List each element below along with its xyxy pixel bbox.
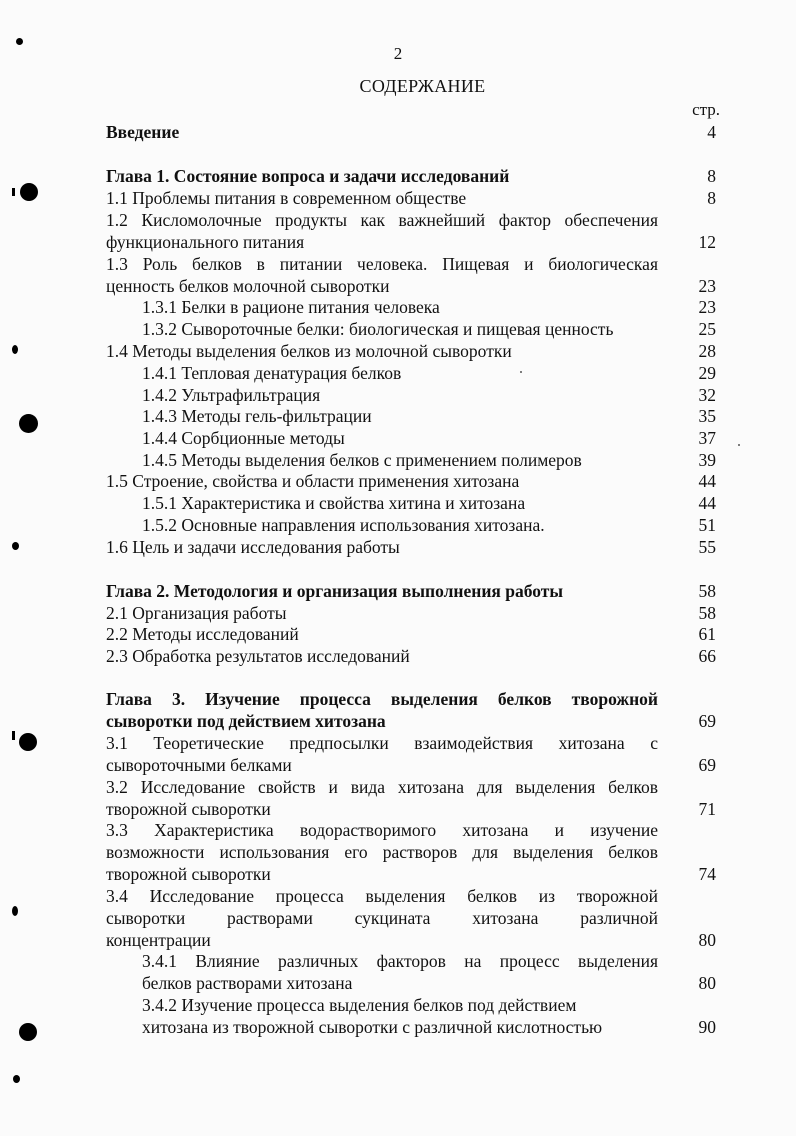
toc-entry-line: 1.4.1 Тепловая денатурация белков (142, 363, 402, 383)
toc-page-number: 66 (698, 646, 716, 666)
toc-entry-line: 1.5 Строение, свойства и области применения хитозана (106, 471, 520, 491)
toc-entry-line: белков растворами хитозана (142, 973, 353, 993)
toc-entry (106, 732, 658, 776)
toc-entry (142, 950, 658, 994)
toc-page-number: 29 (698, 363, 716, 383)
page-title: СОДЕРЖАНИЕ (359, 76, 486, 96)
toc-entry (106, 121, 658, 143)
toc-entry-line: 1.4.4 Сорбционные методы (142, 428, 345, 448)
toc-entry-line: 3.4.1 Влияние различных факторов на процесс выделения (142, 951, 658, 971)
toc-entry (106, 580, 658, 602)
toc-entry-line: 1.2 Кисломолочные продукты как важнейший фактор обеспечения (106, 210, 658, 230)
toc-entry-line: 1.5.2 Основные направления использования хитозана. (142, 515, 545, 535)
toc-entry (142, 405, 658, 427)
toc-page-number: 44 (698, 471, 716, 491)
toc-page-number: 58 (698, 581, 716, 601)
toc-page-number: 12 (698, 232, 716, 252)
toc-page-number: 8 (707, 188, 716, 208)
toc-entry-line: 2.1 Организация работы (106, 603, 287, 623)
toc-entry (106, 536, 658, 558)
toc-entry-line: сывороточными белками (106, 755, 292, 775)
toc-entry (106, 688, 658, 732)
toc-entry-line: 1.3 Роль белков в питании человека. Пищевая и биологическая (106, 254, 658, 274)
toc-page-number: 61 (698, 624, 716, 644)
toc-page-number: 37 (698, 428, 716, 448)
toc-entry-line: 2.2 Методы исследований (106, 624, 299, 644)
toc-entry-line: 3.4 Исследование процесса выделения белков из творожной (106, 886, 658, 906)
toc-entry-line: Глава 1. Состояние вопроса и задачи исследований (106, 166, 510, 186)
toc-entry (106, 645, 658, 667)
toc-entry-line: 1.4.5 Методы выделения белков с применением полимеров (142, 450, 582, 470)
toc-page-number: 8 (707, 166, 716, 186)
toc-entry-line: 1.4 Методы выделения белков из молочной сыворотки (106, 341, 512, 361)
toc-entry-line: 1.6 Цель и задачи исследования работы (106, 537, 400, 557)
toc-entry-line: 3.3 Характеристика водорастворимого хитозана и изучение (106, 820, 658, 840)
toc-page-number: 39 (698, 450, 716, 470)
toc-entry-line: 1.3.1 Белки в рационе питания человека (142, 297, 440, 317)
toc-entry-line: 1.1 Проблемы питания в современном обществе (106, 188, 467, 208)
toc-entry-line: творожной сыворотки (106, 864, 271, 884)
toc-entry-line: сыворотки растворами сукцината хитозана различной (106, 908, 658, 928)
toc-entry-line: 3.2 Исследование свойств и вида хитозана для выделения белков (106, 777, 658, 797)
toc-entry-line: Глава 3. Изучение процесса выделения белков творожной (106, 689, 658, 709)
toc-page-number: 32 (698, 385, 716, 405)
toc-entry-line: концентрации (106, 930, 211, 950)
toc-entry (106, 819, 658, 885)
toc-entry (142, 296, 658, 318)
toc-entry-line: функционального питания (106, 232, 305, 252)
toc-entry (106, 209, 658, 253)
toc-entry-line: 1.5.1 Характеристика и свойства хитина и хитозана (142, 493, 526, 513)
toc-page-number: 71 (698, 799, 716, 819)
toc-entry (106, 776, 658, 820)
toc-entry (142, 449, 658, 471)
toc-page-number: 25 (698, 319, 716, 339)
toc-page-number: 23 (698, 297, 716, 317)
toc-entry-line: 1.4.3 Методы гель-фильтрации (142, 406, 372, 426)
toc-entry-line: возможности использования его растворов для выделения белков (106, 842, 658, 862)
toc-page-number: 4 (707, 122, 716, 142)
toc-page-number: 80 (698, 973, 716, 993)
toc-page-number: 55 (698, 537, 716, 557)
toc-entry-line: Глава 2. Методология и организация выполнения работы (106, 581, 564, 601)
toc-entry-line: творожной сыворотки (106, 799, 271, 819)
toc-entry (106, 470, 658, 492)
toc-entry (142, 492, 658, 514)
toc-entry (106, 340, 658, 362)
toc-entry (142, 318, 658, 340)
toc-entry-line: Введение (106, 122, 180, 142)
toc-entry-line: ценность белков молочной сыворотки (106, 276, 390, 296)
toc-page-number: 23 (698, 276, 716, 296)
toc-entry-line: сыворотки под действием хитозана (106, 711, 386, 731)
toc-entry (106, 253, 658, 297)
toc-page-number: 35 (698, 406, 716, 426)
toc-entry (142, 427, 658, 449)
toc-entry-line: 2.3 Обработка результатов исследований (106, 646, 410, 666)
toc-page-number: 51 (698, 515, 716, 535)
toc-entry-line: 3.4.2 Изучение процесса выделения белков под действием (142, 995, 577, 1015)
toc-entry (106, 165, 658, 187)
toc-entry-line: хитозана из творожной сыворотки с различной кислотностью (142, 1017, 603, 1037)
toc-page-number: 80 (698, 930, 716, 950)
pages-column-label: стр. (692, 100, 720, 119)
toc-page-number: 28 (698, 341, 716, 361)
toc-entry (142, 514, 658, 536)
toc-page-number: 58 (698, 603, 716, 623)
toc-entry (106, 602, 658, 624)
toc-entry (142, 362, 658, 384)
toc-entry (106, 623, 658, 645)
toc-page-number: 90 (698, 1017, 716, 1037)
toc-page-number: 44 (698, 493, 716, 513)
toc-entry (142, 384, 658, 406)
toc-entry-line: 3.1 Теоретические предпосылки взаимодействия хитозана с (106, 733, 658, 753)
toc-entry-line: 1.3.2 Сывороточные белки: биологическая и пищевая ценность (142, 319, 614, 339)
toc-page-number: 69 (698, 711, 716, 731)
toc-entry (106, 885, 658, 951)
toc-page-number: 74 (698, 864, 716, 884)
toc-page-number: 69 (698, 755, 716, 775)
toc-entry (142, 994, 658, 1038)
toc-entry (106, 187, 658, 209)
page-number: 2 (393, 44, 403, 63)
toc-entry-line: 1.4.2 Ультрафильтрация (142, 385, 321, 405)
